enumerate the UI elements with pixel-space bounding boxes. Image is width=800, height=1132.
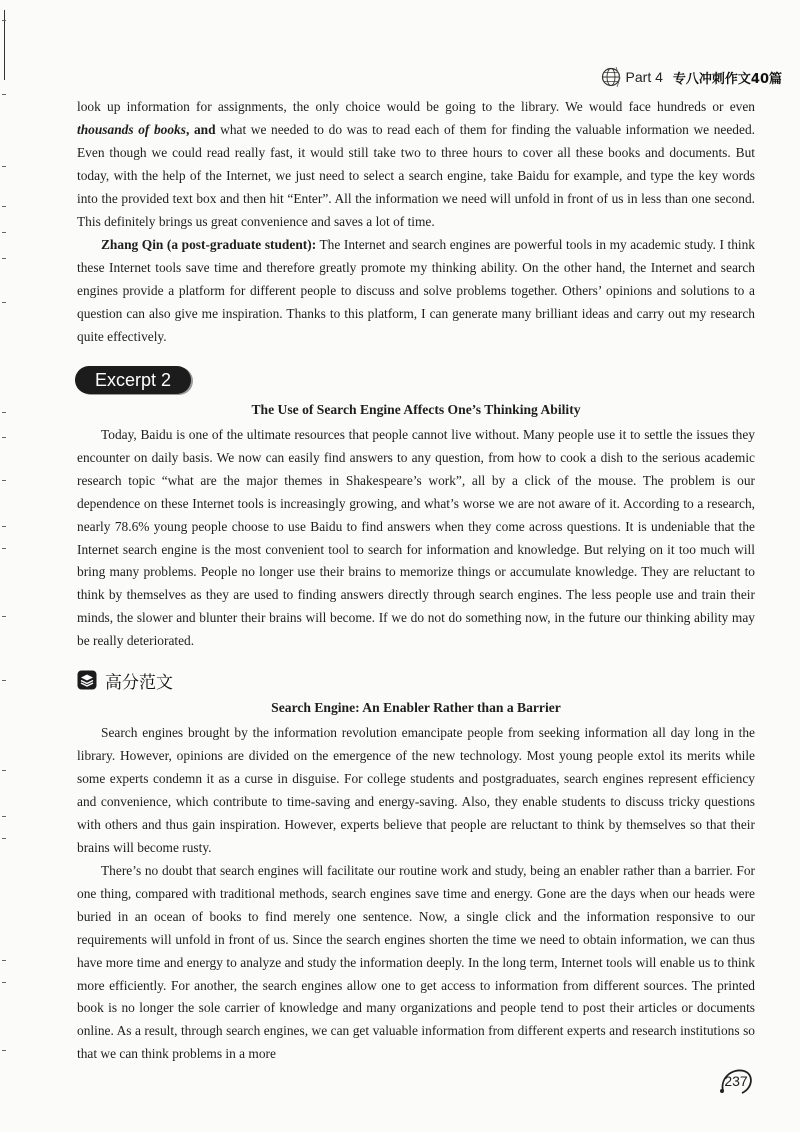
- emphasis-text: thousands of books: [77, 121, 186, 137]
- excerpt-title: The Use of Search Engine Affects One’s Thinking Ability: [251, 402, 581, 417]
- passage-text-rest: what we needed to do was to read each of them for finding the valuable information we needed. Even though we could read really fast, it would still take two to three hours to cover all these books and documents. But today, with the help of the Internet, we just need to select a search engine, take Baidu for example, and type the key words into the provided text box and then hit “Enter”. All the information we need will unfold in front of us in less than one second. This definitely brings us great convenience and saves a lot of time.: [77, 121, 755, 229]
- model-essay-heading: [77, 668, 173, 692]
- header-series: 专八冲刺作文40篇: [672, 71, 782, 87]
- speaker-name: Zhang Qin (a post-graduate student):: [101, 237, 317, 252]
- essay-paragraph-2: There’s no doubt that search engines will facilitate our routine work and study, being an enabler rather than a barrier. For one thing, compared with traditional methods, search engines save time and energy. Gone are the days when our heads were buried in an ocean of books to find merely one sentence. Now, a single click and the information responsive to our requirements will unfold in front of us. Since the search engines shorten the time we need to obtain information, we can thus have more time and energy to analyze and study the information deeply. In the long term, Internet tools will enable us to think more efficiently. For another, the search engines allow one to get access to information from different sources. The printed book is no longer the sole carrier of knowledge and many organizations and people tend to post their articles or documents online. As a result, through search engines, we can get valuable information from different experts and research institutions so that we can think problems in a more: [77, 863, 755, 1062]
- page-number: [718, 1066, 754, 1096]
- page-number-text: 237: [724, 1073, 748, 1089]
- header-part: Part 4: [625, 69, 663, 85]
- binding-margin: [0, 0, 14, 1132]
- passage-text-lead: look up information for assignments, the only choice would be going to the library. We would face hundreds or even: [77, 99, 755, 114]
- essay-paragraph-1: Search engines brought by the information revolution emancipate people from seeking information all day long in the library. However, opinions are divided on the emergence of the new technology. Most young people extol its merits while some experts condemn it as a curse in disguise. For college students and postgraduates, search engines represent efficiency and convenience, which contribute to time-saving and energy-saving. Also, they enable students to discuss tricky questions with others and thus gain inspiration. However, experts believe that people are reluctant to think by themselves so that their brains will become rusty.: [77, 725, 755, 855]
- running-header: [600, 64, 782, 90]
- speaker-paragraph: [77, 234, 755, 349]
- globe-icon: [600, 66, 622, 88]
- bold-conjunction: , and: [185, 121, 221, 137]
- speaker-text: The Internet and search engines are powerful tools in my academic study. I think these Internet tools save time and therefore greatly promote my thinking ability. On the other hand, the Internet and search engines provide a platform for different people to discuss and solve problems together. Others’ opinions and solutions to a question can also give me inspiration. Thanks to this platform, I can generate many brilliant ideas and carry out my research quite effectively.: [77, 237, 756, 344]
- layers-icon: [77, 670, 97, 690]
- essay-title: Search Engine: An Enabler Rather than a Barrier: [271, 700, 561, 715]
- section-label: 高分范文: [105, 672, 173, 693]
- excerpt-badge: Excerpt 2: [75, 366, 191, 394]
- passage-paragraph: [77, 96, 755, 233]
- excerpt-body: Today, Baidu is one of the ultimate resources that people cannot live without. Many people use it to settle the issues they encounter on daily basis. We now can easily find answers to any question, from how to cook a dish to the serious academic research topic “what are the major themes in Shakespeare’s work”, all by a click of the mouse. The problem is our dependence on these Internet tools is increasingly growing, and what’s worse we are not aware of it. According to a research, nearly 78.6% young people choose to use Baidu to find answers when they come across questions. It is undeniable that the Internet search engine is the most convenient tool to search for information and knowledge. But relying on it too much will bring many problems. People no longer use their brains to memorize things or accumulate knowledge. They are reluctant to think by themselves as they are used to finding answers directly through search engines. The less people use and train their minds, the slower and blunter their brains will become. If we do not do something now, in the future our thinking ability may be really deteriorated.: [77, 427, 755, 649]
